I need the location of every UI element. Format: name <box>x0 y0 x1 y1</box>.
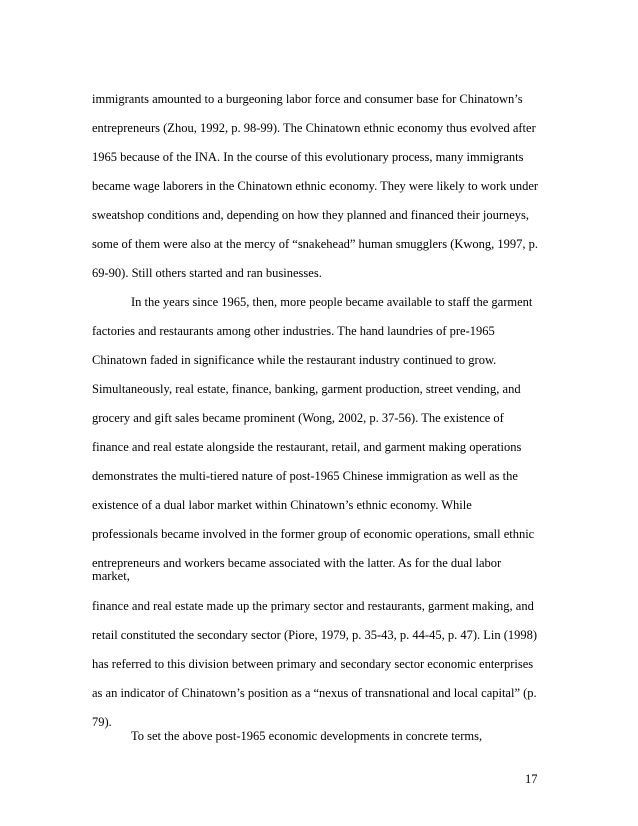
text-line: immigrants amounted to a burgeoning labor force and consumer base for Chinatown’s <box>92 92 523 106</box>
text-line: factories and restaurants among other industries. The hand laundries of pre-1965 <box>92 324 495 338</box>
text-line: entrepreneurs (Zhou, 1992, p. 98-99). The Chinatown ethnic economy thus evolved after <box>92 121 536 135</box>
text-line: existence of a dual labor market within Chinatown’s ethnic economy. While <box>92 498 472 512</box>
text-line: as an indicator of Chinatown’s position as a “nexus of transnational and local capital” (p. <box>92 686 537 700</box>
paragraph-first-line: To set the above post-1965 economic developments in concrete terms, <box>131 729 483 743</box>
text-line: Simultaneously, real estate, finance, banking, garment production, street vending, and <box>92 382 521 396</box>
text-line: 79). <box>92 715 112 729</box>
text-line: market, <box>92 569 130 583</box>
text-line: 1965 because of the INA. In the course of this evolutionary process, many immigrants <box>92 150 524 164</box>
text-line: 69-90). Still others started and ran businesses. <box>92 266 322 280</box>
page-number: 17 <box>525 772 538 786</box>
text-line: became wage laborers in the Chinatown ethnic economy. They were likely to work under <box>92 179 539 193</box>
paragraph-first-line: In the years since 1965, then, more people became available to staff the garment <box>131 295 533 309</box>
text-line: finance and real estate alongside the restaurant, retail, and garment making operations <box>92 440 522 454</box>
text-line: Chinatown faded in significance while the restaurant industry continued to grow. <box>92 353 497 367</box>
text-line: finance and real estate made up the primary sector and restaurants, garment making, and <box>92 599 534 613</box>
text-line: professionals became involved in the former group of economic operations, small ethnic <box>92 527 535 541</box>
text-line: demonstrates the multi-tiered nature of post-1965 Chinese immigration as well as the <box>92 469 518 483</box>
text-line: retail constituted the secondary sector (Piore, 1979, p. 35-43, p. 44-45, p. 47). Lin (1998) <box>92 628 538 642</box>
text-line: entrepreneurs and workers became associated with the latter. As for the dual labor <box>92 556 502 570</box>
text-line: has referred to this division between primary and secondary sector economic enterprises <box>92 657 534 671</box>
text-line: grocery and gift sales became prominent (Wong, 2002, p. 37-56). The existence of <box>92 411 504 425</box>
text-line: some of them were also at the mercy of “snakehead” human smugglers (Kwong, 1997, p. <box>92 237 539 251</box>
text-line: sweatshop conditions and, depending on how they planned and financed their journeys, <box>92 208 530 222</box>
